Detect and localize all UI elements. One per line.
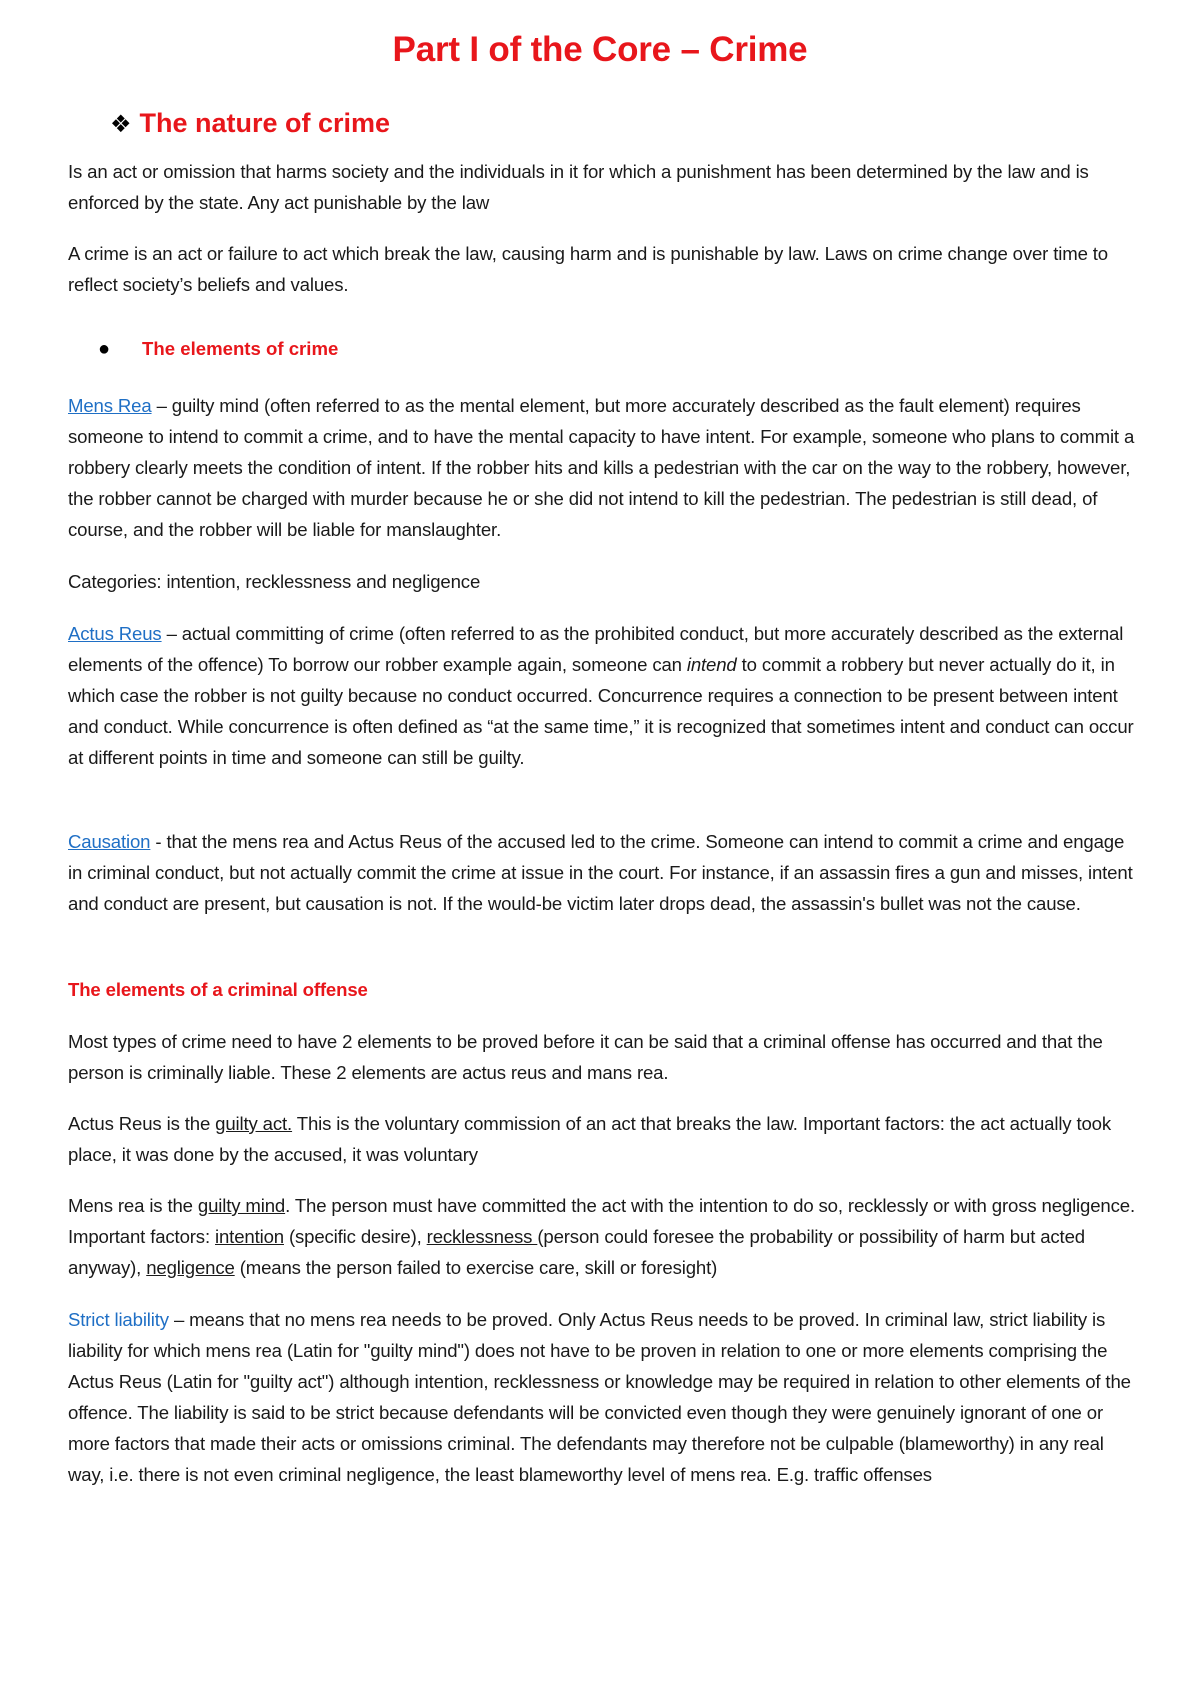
term-strict-liability: Strict liability [68,1309,169,1330]
paragraph-mens-rea-guilty-mind [68,1190,1138,1283]
term-mens-rea[interactable]: Mens Rea [68,395,152,416]
actus-reus-text-b: to commit a robbery but never actually do it, in which case the robber is not guilty because no conduct occurred. Concurrence requires a connection to be present between intent and conduct. While concurrence is often defined as “at the same time,” it is recognized that sometimes intent and conduct can occur at different points in time and someone can still be guilty. [68,654,1134,768]
mens-text-c: (specific desire), [283,1226,427,1247]
list-bullet [98,338,110,361]
subheading-criminal-offense: The elements of a criminal offense [68,979,368,1000]
section-heading-label: The nature of crime [139,108,391,138]
actus-text-a: Actus Reus is the [68,1113,216,1134]
paragraph-categories: Categories: intention, recklessness and negligence [68,571,481,592]
negligence-underlined: negligence [146,1257,235,1278]
paragraph-mens-rea [68,390,1138,545]
paragraph-definition-2: A crime is an act or failure to act which break the law, causing harm and is punishable by law. Laws on crime change over time to reflect society’s beliefs and values. [68,243,1108,295]
paragraph-offense-intro: Most types of crime need to have 2 elements to be proved before it can be said that a criminal offense has occurred and that the person is criminally liable. These 2 elements are actus reus and mans rea. [68,1031,1103,1083]
mens-text-d: (person could foresee the probability or possibility of harm but acted anyway), [68,1226,1085,1278]
guilty-act-underlined: guilty act. [215,1113,293,1134]
subheading-elements-of-crime: The elements of crime [142,338,339,359]
mens-text-a: Mens rea is the [68,1195,198,1216]
paragraph-actus-reus [68,618,1138,773]
intention-underlined: intention [215,1226,284,1247]
page-title: Part I of the Core – Crime [392,30,808,69]
paragraph-actus-reus-guilty-act [68,1108,1138,1170]
term-causation[interactable]: Causation [68,831,151,852]
paragraph-strict-liability [68,1304,1138,1490]
strict-liability-text: – means that no mens rea needs to be proved. Only Actus Reus needs to be proved. In criminal law, strict liability is liability for which mens rea (Latin for "guilty mind") does not have to be proven in relation to one or more elements comprising the Actus Reus (Latin for "guilty act") although intention, recklessness or knowledge may be required in relation to other elements of the offence. The liability is said to be strict because defendants will be convicted even though they were genuinely ignorant of one or more factors that made their acts or omissions criminal. The defendants may therefore not be culpable (blameworthy) in any real way, i.e. there is not even criminal negligence, the least blameworthy level of mens rea. E.g. traffic offenses [68,1309,1131,1485]
section-heading-nature [110,108,390,139]
guilty-mind-underlined: guilty mind [197,1195,286,1216]
paragraph-definition-1: Is an act or omission that harms society and the individuals in it for which a punishment has been determined by the law and is enforced by the state. Any act punishable by the law [68,161,1089,213]
round-bullet-icon: ● [98,338,111,360]
mens-text-b: . The person must have committed the act with the intention to do so, recklessly or with gross negligence. Important factors: [68,1195,1135,1247]
term-actus-reus[interactable]: Actus Reus [68,623,162,644]
mens-rea-text: – guilty mind (often referred to as the mental element, but more accurately described as the fault element) requires someone to intend to commit a crime, and to have the mental capacity to have intent. For example, someone who plans to commit a robbery clearly meets the condition of intent. If the robber hits and kills a pedestrian with the car on the way to the robbery, however, the robber cannot be charged with murder because he or she did not intend to kill the pedestrian. The pedestrian is still dead, of course, and the robber will be liable for manslaughter. [68,395,1135,540]
mens-text-e: (means the person failed to exercise care, skill or foresight) [234,1257,718,1278]
recklessness-underlined: recklessness [426,1226,538,1247]
actus-reus-text-a: – actual committing of crime (often referred to as the prohibited conduct, but more accurately described as the external elements of the offence) To borrow our robber example again, someone can [68,623,1124,675]
actus-text-b: This is the voluntary commission of an act that breaks the law. Important factors: the act actually took place, it was done by the accused, it was voluntary [68,1113,1112,1165]
paragraph-causation [68,826,1138,919]
actus-reus-emphasis: intend [686,654,737,675]
causation-text: - that the mens rea and Actus Reus of the accused led to the crime. Someone can intend to commit a crime and engage in criminal conduct, but not actually commit the crime at issue in the court. For instance, if an assassin fires a gun and misses, intent and conduct are present, but causation is not. If the would-be victim later drops dead, the assassin's bullet was not the cause. [68,831,1133,914]
diamond-bullet-icon: ❖ [110,111,132,138]
